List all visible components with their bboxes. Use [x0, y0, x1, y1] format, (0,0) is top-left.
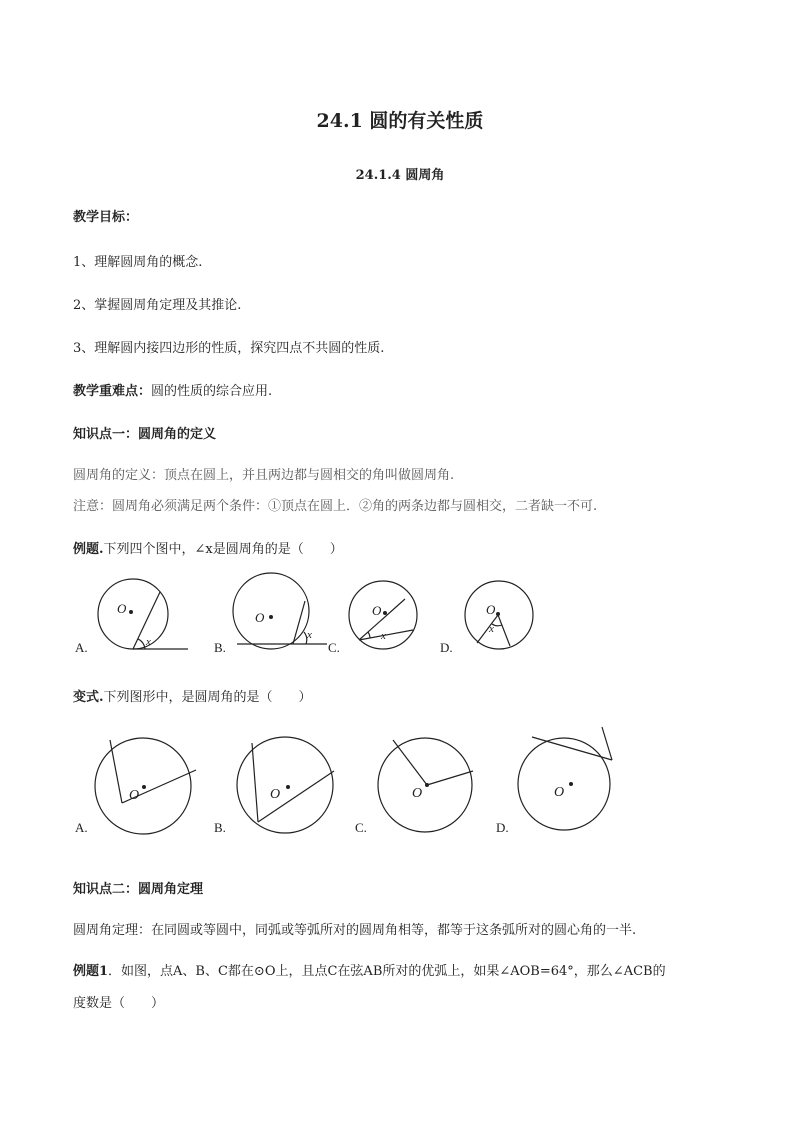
- example1-line-1: [73, 962, 666, 982]
- kp1-note: 注意：圆周角必须满足两个条件：①顶点在圆上．②角的两条边都与圆相交，二者缺一不可.: [73, 499, 598, 514]
- variant-label: 变式.: [73, 690, 104, 705]
- example-a-o-label: O: [117, 601, 127, 616]
- example-b-o-label: O: [255, 610, 265, 625]
- variant-b-center-dot: [286, 785, 290, 789]
- variant-a-o-label: O: [129, 788, 140, 803]
- variant-d-circle: [518, 738, 610, 830]
- example-c-o-label: O: [372, 603, 382, 618]
- kp1-definition: 圆周角的定义：顶点在圆上，并且两边都与圆相交的角叫做圆周角.: [73, 468, 455, 483]
- example-label: 例题.: [73, 542, 104, 557]
- variant-d-line-2: [602, 727, 612, 760]
- example-text: 下列四个图中，∠x是圆周角的是（ ）: [103, 542, 343, 557]
- example-c-x-label: x: [381, 630, 386, 642]
- variant-option-d: D.: [496, 820, 509, 835]
- example-a-x-label: x: [146, 636, 151, 648]
- variant-c-line-2: [427, 771, 473, 785]
- variant-a-line-1: [110, 740, 122, 803]
- kp2-theorem: 圆周角定理：在同圆或等圆中，同弧或等弧所对的圆周角相等，都等于这条弧所对的圆心角的一半.: [73, 923, 637, 938]
- example-d-o-label: O: [486, 602, 496, 617]
- variant-option-c: C.: [355, 820, 367, 835]
- variant-d-center-dot: [569, 782, 573, 786]
- variant-c-center-dot: [425, 783, 429, 787]
- example-option-b: B.: [214, 640, 226, 655]
- variant-d-line-1: [532, 737, 612, 760]
- objectives-heading: 教学目标：: [73, 210, 139, 225]
- example-option-c: C.: [328, 640, 340, 655]
- example1-line-2: 度数是（ ）: [73, 996, 165, 1011]
- variant-a-center-dot: [142, 785, 146, 789]
- key-points-label: 教学重难点：: [73, 384, 152, 399]
- kp1-heading: 知识点一：圆周角的定义: [73, 427, 217, 442]
- example1-text-1: ．如图，点A、B、C都在⊙O上，且点C在弦AB所对的优弧上，如果∠AOB=64°，那么∠ACB的: [108, 964, 666, 979]
- variant-b-o-label: O: [270, 787, 281, 802]
- variant-b-chord-1: [252, 743, 258, 822]
- variant-b-circle: [237, 737, 333, 833]
- page-title: 24.1 圆的有关性质: [316, 110, 484, 132]
- variant-option-b: B.: [214, 820, 226, 835]
- objective-item-1: 1、理解圆周角的概念.: [73, 255, 203, 270]
- example-b-x-label: x: [307, 629, 312, 641]
- section-subtitle: 24.1.4 圆周角: [355, 168, 445, 183]
- example1-label: 例题1: [73, 964, 109, 979]
- objective-item-3: 3、理解圆内接四边形的性质，探究四点不共圆的性质.: [73, 341, 385, 356]
- key-points-text: 圆的性质的综合应用.: [151, 384, 273, 399]
- example-d-x-label: x: [489, 623, 494, 635]
- variant-d-o-label: O: [554, 785, 565, 800]
- example-option-d: D.: [440, 640, 453, 655]
- kp2-heading: 知识点二：圆周角定理: [73, 882, 204, 897]
- variant-text: 下列图形中，是圆周角的是（ ）: [103, 690, 312, 705]
- example-option-a: A.: [75, 640, 88, 655]
- variant-option-a: A.: [75, 820, 88, 835]
- objective-item-2: 2、掌握圆周角定理及其推论.: [73, 298, 242, 313]
- variant-c-line-1: [393, 740, 427, 785]
- variant-c-o-label: O: [412, 786, 423, 801]
